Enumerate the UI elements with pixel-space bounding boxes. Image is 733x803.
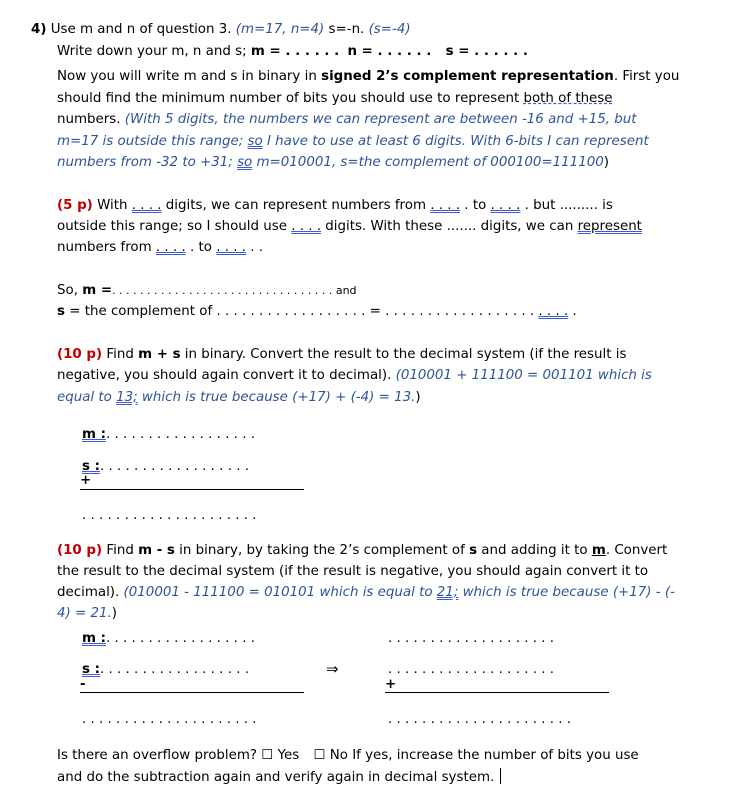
instructions-line-2: should find the minimum number of bits you should use to represent both of these: [57, 91, 613, 106]
question-4-line-1: 4) Use m and n of question 3. (m=17, n=4) s=-n. (s=-4): [31, 22, 411, 37]
sum-divider-right: [385, 692, 609, 693]
blank-to[interactable]: . . . .: [216, 240, 246, 255]
overflow-line-1: Is there an overflow problem? ☐ Yes ☐ No If yes, increase the number of bits you use: [57, 748, 639, 763]
write-down-line: Write down your m, n and s; m = . . . . . . n = . . . . . . s = . . . . . .: [57, 44, 528, 59]
instructions-line-4: m=17 is outside this range; so I have to use at least 6 digits. With 6-bits I can represent: [57, 134, 649, 149]
instructions-line-3: numbers. (With 5 digits, the numbers we can represent are between -16 and +15, but: [57, 112, 637, 127]
sub-result-blank-left[interactable]: . . . . . . . . . . . . . . . . . . . . .: [82, 712, 257, 727]
sub-m-blank[interactable]: . . . . . . . . . . . . . . . . . .: [105, 631, 255, 646]
sub-right-blank-1[interactable]: . . . . . . . . . . . . . . . . . . . .: [388, 631, 555, 646]
plus-sign: +: [385, 677, 397, 692]
yes-checkbox[interactable]: ☐: [261, 748, 274, 763]
part-10p-add-line-2: negative, you should again convert it to decimal). (010001 + 111100 = 001101 which is: [57, 368, 652, 383]
add-m-blank[interactable]: . . . . . . . . . . . . . . . . . .: [105, 427, 255, 442]
part-10p-sub-line-3: decimal). (010001 - 111100 = 010101 which is equal to 21; which is true because (+17) - (-: [57, 585, 675, 600]
question-number: 4): [31, 22, 47, 37]
yes-label: Yes: [277, 748, 300, 763]
sub-right-blank-2[interactable]: . . . . . . . . . . . . . . . . . . . .: [388, 662, 555, 677]
add-result-blank[interactable]: . . . . . . . . . . . . . . . . . . . . .: [82, 508, 257, 523]
minus-sign: -: [80, 677, 86, 692]
points-badge: (10 p): [57, 347, 103, 362]
blank-n[interactable]: n = . . . . . .: [347, 44, 432, 59]
sub-s-blank[interactable]: . . . . . . . . . . . . . . . . . .: [100, 662, 249, 677]
no-checkbox[interactable]: ☐: [313, 748, 326, 763]
blank-range-low[interactable]: . . . .: [430, 198, 461, 213]
plus-sign: +: [80, 473, 92, 488]
part-5p-line-2: outside this range; so I should use . . . . digits. With these ....... digits, we can represent: [57, 219, 642, 234]
blank-range-high[interactable]: . . . .: [490, 198, 521, 213]
sum-divider: [80, 489, 304, 490]
part-10p-add-line-3: equal to 13; which is true because (+17) + (-4) = 13.): [57, 390, 421, 405]
no-label: No: [329, 748, 348, 763]
points-badge: (5 p): [57, 198, 93, 213]
overflow-line-2: and do the subtraction again and verify again in decimal system.: [57, 767, 501, 788]
sub-s-row: s :. . . . . . . . . . . . . . . . . .: [82, 662, 249, 677]
part-5p-line-3: numbers from . . . . . to . . . . . .: [57, 240, 264, 255]
so-m-line: So, m =. . . . . . . . . . . . . . . . . . . . . . . . . . . . . . . . and: [57, 283, 357, 298]
blank-digits[interactable]: . . . .: [131, 198, 162, 213]
part-10p-add-line-1: (10 p) Find m + s in binary. Convert the result to the decimal system (if the result is: [57, 347, 627, 362]
part-10p-sub-line-2: the result to the decimal system (if the result is negative, you should again convert it to: [57, 564, 649, 579]
add-s-row: s :. . . . . . . . . . . . . . . . . .: [82, 459, 249, 474]
blank-m-binary[interactable]: . . . . . . . . . . . . . . . . . . . . . . . . . . . . . . . . and: [112, 284, 357, 297]
arrow-icon: ⇒: [326, 660, 339, 678]
part-5p-line-1: (5 p) With . . . . digits, we can represent numbers from . . . . . to . . . . . but ......... is: [57, 198, 613, 213]
sub-m-row: m :. . . . . . . . . . . . . . . . . .: [82, 631, 255, 646]
points-badge: (10 p): [57, 543, 103, 558]
add-m-row: m :. . . . . . . . . . . . . . . . . .: [82, 427, 255, 442]
instructions-line-1: Now you will write m and s in binary in signed 2’s complement representation. First you: [57, 69, 680, 84]
text-cursor: [500, 768, 501, 784]
instructions-line-5: numbers from -32 to +31; so m=010001, s=the complement of 000100=111100): [57, 155, 609, 170]
blank-bits[interactable]: . . . .: [291, 219, 322, 234]
sub-result-blank-right[interactable]: . . . . . . . . . . . . . . . . . . . . . .: [388, 712, 572, 727]
blank-from[interactable]: . . . .: [155, 240, 186, 255]
so-s-line: s = the complement of . . . . . . . . . . . . . . . . . . = . . . . . . . . . . . . . . . . . . . . . . .: [57, 304, 577, 319]
add-s-blank[interactable]: . . . . . . . . . . . . . . . . . .: [100, 459, 249, 474]
blank-s[interactable]: s = . . . . . .: [445, 44, 528, 59]
blank-m[interactable]: m = . . . . . .: [250, 44, 340, 59]
part-10p-sub-line-1: (10 p) Find m - s in binary, by taking the 2’s complement of s and adding it to m. Convert: [57, 543, 668, 558]
part-10p-sub-line-4: 4) = 21.): [57, 606, 118, 621]
difference-divider: [80, 692, 304, 693]
